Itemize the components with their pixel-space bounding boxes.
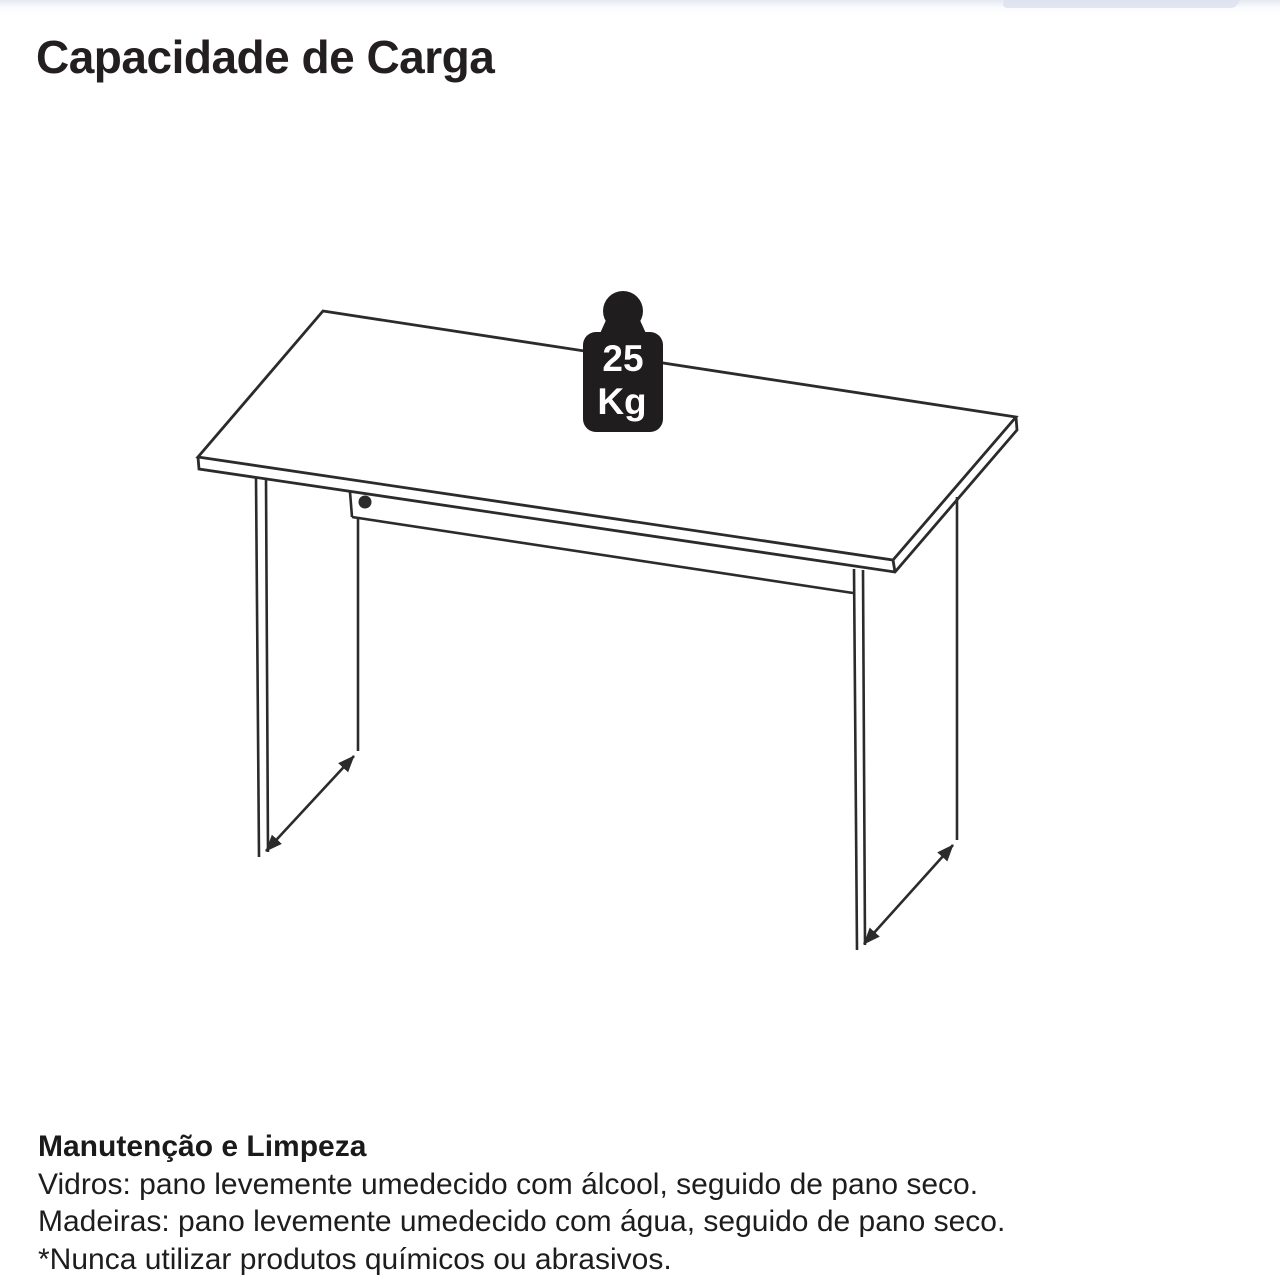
page-title: Capacidade de Carga xyxy=(36,30,495,83)
desk-left-leg xyxy=(256,478,358,857)
apron-screw-dot xyxy=(359,496,372,509)
maintenance-section xyxy=(38,1128,1198,1278)
right-leg-bottom-arrow xyxy=(864,845,953,944)
maintenance-line-warning: *Nunca utilizar produtos químicos ou abrasivos. xyxy=(38,1242,672,1276)
tabletop-front-right-corner xyxy=(893,560,895,572)
left-leg-bottom-arrow xyxy=(266,756,354,851)
weight-value: 25 xyxy=(602,338,644,379)
maintenance-line-wood: Madeiras: pano levemente umedecido com água, seguido de pano seco. xyxy=(38,1205,1006,1238)
weight-25kg-icon xyxy=(583,291,663,432)
weight-unit: Kg xyxy=(597,381,647,422)
desk-right-leg xyxy=(854,497,957,950)
maintenance-line-glass: Vidros: pano levemente umedecido com álcool, seguido de pano seco. xyxy=(38,1167,979,1201)
maintenance-heading: Manutenção e Limpeza xyxy=(38,1130,367,1163)
